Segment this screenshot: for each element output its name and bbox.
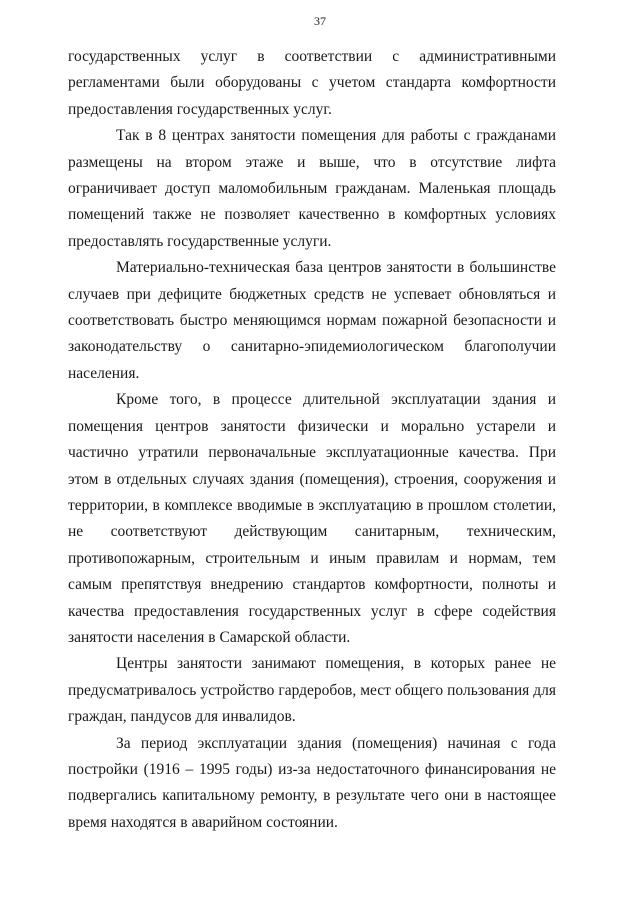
paragraph-premises: Центры занятости занимают помещения, в которых ранее не предусматривалось устройство гардеробов, мест общего пользования для граждан, пандусов для инвалидов. xyxy=(68,655,556,726)
paragraph-continued: государственных услуг в соответствии с административными регламентами были оборудованы с учетом стандарта комфортности предоставления государственных услуг. xyxy=(68,48,556,118)
paragraph-buildings-wear: Кроме того, в процессе длительной эксплуатации здания и помещения центров занятости физически и морально устарели и частично утратили первоначальные эксплуатационные качества. При этом в отдельных случаях здания (помещения), строения, сооружения и территории, в комплексе вводимые в эксплуатацию в прошлом столетии, не соответствуют действующим санитарным, техническим, противопожарным, строительным и иным правилам и нормам, тем самым препятствуя внедрению стандартов комфортности, полноты и качества предоставления государственных услуг в сфере содействия занятости населения в Самарской области. xyxy=(68,391,556,646)
paragraph-upper-floors: Так в 8 центрах занятости помещения для работы с гражданами размещены на втором этаже и выше, что в отсутствие лифта ограничивает доступ маломобильным гражданам. Маленькая площадь помещений также не позволяет качественно в комфортных условиях предоставлять государственные услуги. xyxy=(68,127,556,250)
paragraph-repairs: За период эксплуатации здания (помещения) начиная с года постройки (1916 – 1995 годы) из-за недостаточного финансирования не подвергались капитальному ремонту, в результате чего они в настоящее время находятся в аварийном состоянии. xyxy=(68,734,556,831)
paragraph-material-base: Материально-техническая база центров занятости в большинстве случаев при дефиците бюджетных средств не успевает обновляться и соответствовать быстро меняющимся нормам пожарной безопасности и законодательству о санитарно-эпидемиологическом благополучии населения. xyxy=(68,259,556,382)
page-number: 37 xyxy=(314,14,326,28)
document-body xyxy=(68,44,556,836)
